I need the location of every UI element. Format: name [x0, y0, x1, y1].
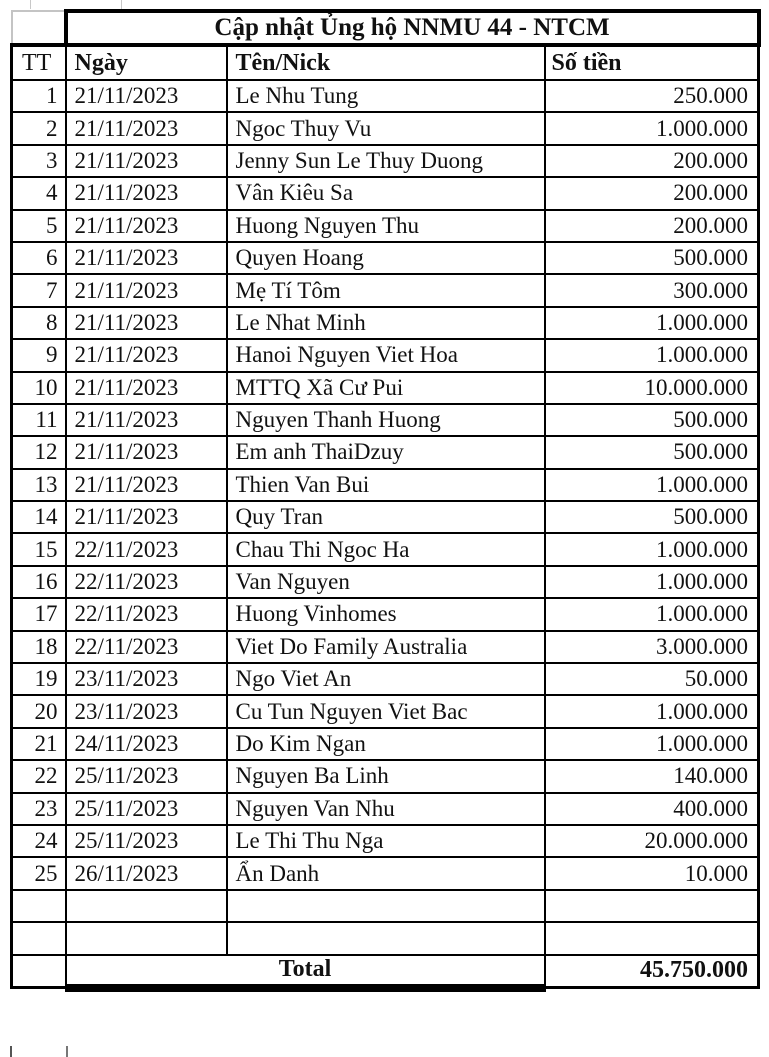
total-amount[interactable]: 45.750.000 — [545, 955, 759, 988]
cell-date[interactable]: 25/11/2023 — [66, 793, 227, 825]
cell-amount[interactable]: 1.000.000 — [545, 598, 759, 630]
cell-name[interactable] — [227, 890, 545, 922]
cell-name[interactable] — [227, 922, 545, 954]
cell-date[interactable] — [66, 890, 227, 922]
cropped-cell-above — [30, 0, 122, 9]
cell-tt[interactable] — [12, 922, 66, 954]
cell-tt[interactable]: 13 — [12, 469, 66, 501]
cell-tt[interactable]: 20 — [12, 695, 66, 727]
table-row — [12, 469, 759, 501]
cell-amount[interactable]: 400.000 — [545, 793, 759, 825]
cell-amount[interactable]: 50.000 — [545, 663, 759, 695]
table-row — [12, 501, 759, 533]
cell-amount[interactable]: 250.000 — [545, 80, 759, 112]
cell-amount[interactable]: 1.000.000 — [545, 339, 759, 371]
cell-date[interactable]: 21/11/2023 — [66, 210, 227, 242]
cell-name[interactable]: Nguyen Thanh Huong — [227, 404, 545, 436]
cell-tt[interactable]: 5 — [12, 210, 66, 242]
cell-amount[interactable]: 20.000.000 — [545, 825, 759, 857]
header-row — [12, 45, 759, 80]
cell-amount[interactable]: 1.000.000 — [545, 307, 759, 339]
cell-date[interactable]: 21/11/2023 — [66, 436, 227, 468]
header-date[interactable]: Ngày — [66, 45, 227, 80]
table-row — [12, 436, 759, 468]
cell-tt[interactable]: 7 — [12, 274, 66, 306]
cell-name[interactable]: Chau Thi Ngoc Ha — [227, 533, 545, 565]
cell-name[interactable]: Jenny Sun Le Thuy Duong — [227, 145, 545, 177]
cell-tt[interactable]: 4 — [12, 177, 66, 209]
cell-date[interactable]: 21/11/2023 — [66, 242, 227, 274]
table-row-empty — [12, 922, 759, 954]
cell-amount[interactable]: 500.000 — [545, 242, 759, 274]
cell-date[interactable]: 22/11/2023 — [66, 598, 227, 630]
cell-tt[interactable]: 15 — [12, 533, 66, 565]
corner-blank-cell[interactable] — [12, 11, 66, 45]
cell-date[interactable]: 21/11/2023 — [66, 274, 227, 306]
cell-tt[interactable]: 21 — [12, 728, 66, 760]
table-row — [12, 857, 759, 889]
cell-amount[interactable]: 1.000.000 — [545, 695, 759, 727]
cell-name[interactable]: Le Nhat Minh — [227, 307, 545, 339]
cell-name[interactable]: Do Kim Ngan — [227, 728, 545, 760]
cell-tt[interactable]: 17 — [12, 598, 66, 630]
cell-name[interactable]: Thien Van Bui — [227, 469, 545, 501]
cell-date[interactable]: 21/11/2023 — [66, 112, 227, 144]
cell-amount[interactable]: 300.000 — [545, 274, 759, 306]
cell-name[interactable]: Nguyen Van Nhu — [227, 793, 545, 825]
header-tt[interactable]: TT — [12, 45, 66, 80]
cell-tt[interactable]: 24 — [12, 825, 66, 857]
table-row — [12, 177, 759, 209]
table-body — [12, 80, 759, 955]
cell-name[interactable]: Quy Tran — [227, 501, 545, 533]
cell-name[interactable]: Huong Nguyen Thu — [227, 210, 545, 242]
total-blank-cell[interactable] — [12, 955, 66, 988]
cell-tt[interactable]: 19 — [12, 663, 66, 695]
cell-amount[interactable] — [545, 922, 759, 954]
cell-tt[interactable]: 2 — [12, 112, 66, 144]
cell-amount[interactable]: 140.000 — [545, 760, 759, 792]
cell-name[interactable]: Hanoi Nguyen Viet Hoa — [227, 339, 545, 371]
cell-date[interactable]: 22/11/2023 — [66, 566, 227, 598]
cell-name[interactable]: Em anh ThaiDzuy — [227, 436, 545, 468]
table-row-empty — [12, 890, 759, 922]
total-row — [12, 955, 759, 988]
table-row — [12, 695, 759, 727]
cell-tt[interactable]: 16 — [12, 566, 66, 598]
table-row — [12, 598, 759, 630]
cell-date[interactable]: 21/11/2023 — [66, 177, 227, 209]
cell-date[interactable]: 23/11/2023 — [66, 663, 227, 695]
cell-date[interactable]: 21/11/2023 — [66, 339, 227, 371]
cell-date[interactable]: 23/11/2023 — [66, 695, 227, 727]
cell-name[interactable]: Le Nhu Tung — [227, 80, 545, 112]
table-row — [12, 274, 759, 306]
cell-date[interactable]: 21/11/2023 — [66, 80, 227, 112]
cell-tt[interactable]: 3 — [12, 145, 66, 177]
donation-table — [10, 9, 761, 992]
header-amount[interactable]: Số tiền — [545, 45, 759, 80]
cell-tt[interactable]: 12 — [12, 436, 66, 468]
cell-amount[interactable]: 200.000 — [545, 145, 759, 177]
cell-date[interactable]: 26/11/2023 — [66, 857, 227, 889]
cell-date[interactable]: 21/11/2023 — [66, 307, 227, 339]
cell-name[interactable]: Quyen Hoang — [227, 242, 545, 274]
cell-amount[interactable]: 500.000 — [545, 404, 759, 436]
cell-name[interactable]: Huong Vinhomes — [227, 598, 545, 630]
table-row — [12, 760, 759, 792]
cell-tt[interactable]: 10 — [12, 372, 66, 404]
cell-tt[interactable]: 14 — [12, 501, 66, 533]
cell-date[interactable]: 21/11/2023 — [66, 501, 227, 533]
cell-name[interactable]: Nguyen Ba Linh — [227, 760, 545, 792]
cell-tt[interactable]: 6 — [12, 242, 66, 274]
cell-amount[interactable]: 3.000.000 — [545, 631, 759, 663]
table-row — [12, 339, 759, 371]
cell-tt[interactable]: 1 — [12, 80, 66, 112]
table-row — [12, 372, 759, 404]
cell-name[interactable]: Ẩn Danh — [227, 857, 545, 889]
cell-amount[interactable]: 1.000.000 — [545, 728, 759, 760]
cell-amount[interactable] — [545, 890, 759, 922]
cell-tt[interactable] — [12, 890, 66, 922]
header-name[interactable]: Tên/Nick — [227, 45, 545, 80]
cell-amount[interactable]: 500.000 — [545, 436, 759, 468]
cell-name[interactable]: Vân Kiêu Sa — [227, 177, 545, 209]
cell-tt[interactable]: 23 — [12, 793, 66, 825]
cropped-gridline — [66, 1046, 68, 1057]
cell-name[interactable]: Viet Do Family Australia — [227, 631, 545, 663]
cell-date[interactable]: 21/11/2023 — [66, 404, 227, 436]
table-row — [12, 533, 759, 565]
table-row — [12, 728, 759, 760]
cell-tt[interactable]: 18 — [12, 631, 66, 663]
cell-amount[interactable]: 1.000.000 — [545, 112, 759, 144]
cell-date[interactable]: 22/11/2023 — [66, 533, 227, 565]
cell-name[interactable]: Mẹ Tí Tôm — [227, 274, 545, 306]
cell-name[interactable]: Van Nguyen — [227, 566, 545, 598]
cell-tt[interactable]: 9 — [12, 339, 66, 371]
cell-date[interactable]: 24/11/2023 — [66, 728, 227, 760]
cell-date[interactable]: 21/11/2023 — [66, 469, 227, 501]
table-row — [12, 566, 759, 598]
table-row — [12, 825, 759, 857]
title-row — [12, 11, 759, 45]
cell-name[interactable]: Cu Tun Nguyen Viet Bac — [227, 695, 545, 727]
cell-amount[interactable]: 10.000 — [545, 857, 759, 889]
cell-amount[interactable]: 1.000.000 — [545, 566, 759, 598]
table-row — [12, 210, 759, 242]
cell-tt[interactable]: 8 — [12, 307, 66, 339]
cell-name[interactable]: MTTQ Xã Cư Pui — [227, 372, 545, 404]
cell-name[interactable]: Ngo Viet An — [227, 663, 545, 695]
cell-tt[interactable]: 22 — [12, 760, 66, 792]
cell-amount[interactable]: 1.000.000 — [545, 469, 759, 501]
cell-tt[interactable]: 11 — [12, 404, 66, 436]
table-row — [12, 631, 759, 663]
total-label[interactable]: Total — [66, 955, 545, 988]
table-row — [12, 145, 759, 177]
cell-amount[interactable]: 200.000 — [545, 177, 759, 209]
cell-name[interactable]: Le Thi Thu Nga — [227, 825, 545, 857]
table-row — [12, 242, 759, 274]
table-row — [12, 307, 759, 339]
cell-amount[interactable]: 200.000 — [545, 210, 759, 242]
cell-amount[interactable]: 10.000.000 — [545, 372, 759, 404]
cell-tt[interactable]: 25 — [12, 857, 66, 889]
cell-date[interactable]: 25/11/2023 — [66, 825, 227, 857]
cropped-row-below — [10, 1046, 552, 1057]
cell-amount[interactable]: 1.000.000 — [545, 533, 759, 565]
table-row — [12, 112, 759, 144]
cell-date[interactable]: 21/11/2023 — [66, 372, 227, 404]
table-title[interactable]: Cập nhật Ủng hộ NNMU 44 - NTCM — [66, 11, 759, 45]
cell-name[interactable]: Ngoc Thuy Vu — [227, 112, 545, 144]
table-row — [12, 80, 759, 112]
cell-amount[interactable]: 500.000 — [545, 501, 759, 533]
table-row — [12, 793, 759, 825]
cell-date[interactable]: 22/11/2023 — [66, 631, 227, 663]
table-row — [12, 663, 759, 695]
cell-date[interactable] — [66, 922, 227, 954]
cell-date[interactable]: 25/11/2023 — [66, 760, 227, 792]
cell-date[interactable]: 21/11/2023 — [66, 145, 227, 177]
table-row — [12, 404, 759, 436]
